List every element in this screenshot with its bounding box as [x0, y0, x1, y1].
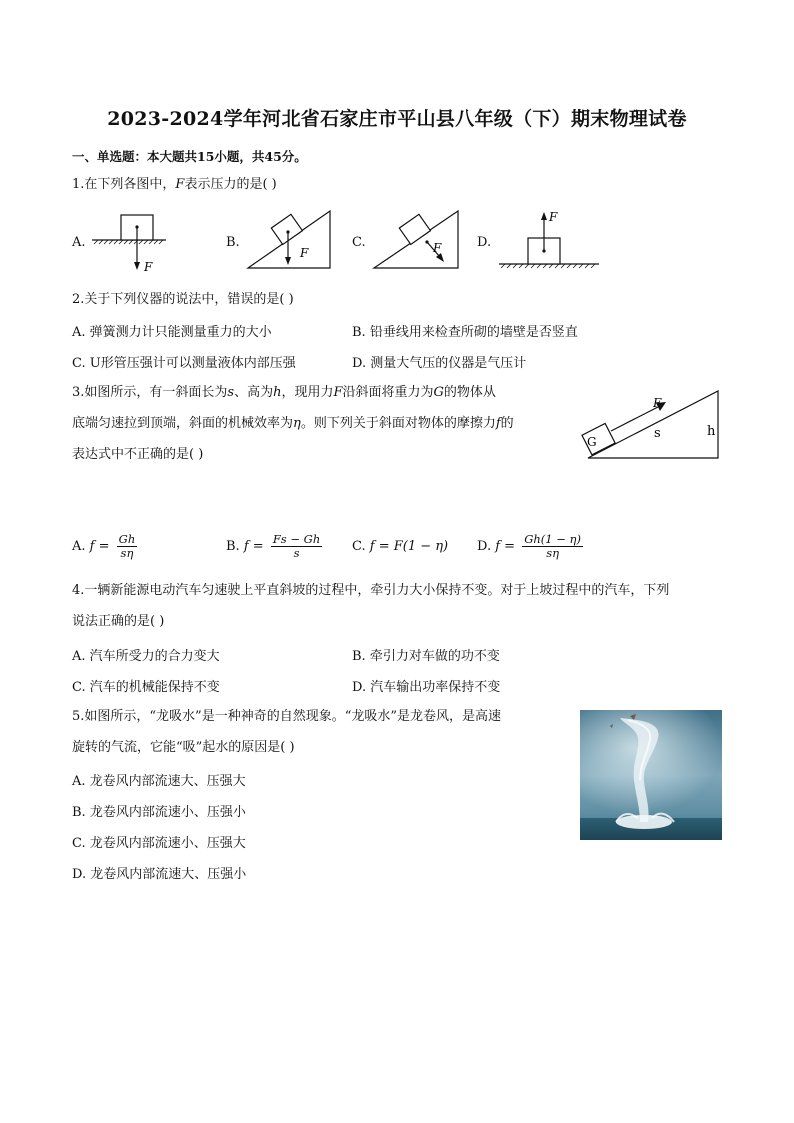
q2-option-b: B. 铅垂线用来检查所砌的墙壁是否竖直: [352, 325, 578, 340]
question-4-line-1: 4.一辆新能源电动汽车匀速驶上平直斜坡的过程中，牵引力大小保持不变。对于上坡过程中的汽车，下列: [72, 583, 670, 598]
waterspout-photo: [580, 710, 722, 840]
exam-title: 2023-2024学年河北省石家庄市平山县八年级（下）期末物理试卷: [107, 108, 687, 130]
q2-option-d: D. 测量大气压的仪器是气压计: [352, 356, 527, 371]
q3-option-c: C. f = F(1 − η): [352, 539, 449, 554]
q3-option-a: A. f = $\frac{Gh}{s\eta}$: [72, 532, 136, 560]
q1-force-label-b: F: [300, 246, 309, 260]
q3-incline-figure: [570, 385, 726, 465]
q1-option-c-label: C.: [352, 235, 366, 250]
q3-figure-length-label: s: [654, 426, 661, 441]
q1-force-label-d: F: [549, 210, 558, 224]
question-4-line-2: 说法正确的是( ): [72, 614, 165, 629]
question-3-line-2: 底端匀速拉到顶端，斜面的机械效率为η。则下列关于斜面对物体的摩擦力f的: [72, 416, 514, 431]
question-3-line-3: 表达式中不正确的是( ): [72, 447, 204, 462]
q1-option-a-label: A.: [72, 235, 86, 250]
q2-option-a: A. 弹簧测力计只能测量重力的大小: [72, 325, 272, 340]
q5-option-d: D. 龙卷风内部流速大、压强小: [72, 867, 247, 882]
question-5-line-1: 5.如图所示，“龙吸水”是一种神奇的自然现象。“龙吸水”是龙卷风，是高速: [72, 709, 501, 724]
q4-option-b: B. 牵引力对车做的功不变: [352, 649, 500, 664]
q2-option-c: C. U形管压强计可以测量液体内部压强: [72, 356, 296, 371]
q5-option-a: A. 龙卷风内部流速大、压强大: [72, 774, 246, 789]
question-1-stem: 1.在下列各图中，F表示压力的是( ): [72, 177, 277, 192]
q1-option-d-label: D.: [477, 235, 492, 250]
q3-option-d: D. f = $\frac{Gh(1 - \eta)}{s\eta}$: [477, 532, 581, 560]
q1-force-label-a: F: [144, 260, 153, 274]
question-3-line-1: 3.如图所示，有一斜面长为s、高为h，现用力F沿斜面将重力为G的物体从: [72, 385, 496, 400]
q5-option-b: B. 龙卷风内部流速小、压强小: [72, 805, 246, 820]
q3-figure-weight-label: G: [587, 435, 597, 449]
q3-option-b: B. f = $\frac{Fs - Gh}{s}$: [226, 532, 321, 560]
q1-option-b-label: B.: [226, 235, 240, 250]
q1-figure-d: [495, 205, 605, 275]
question-5-line-2: 旋转的气流，它能“吸”起水的原因是( ): [72, 740, 295, 755]
q5-option-c: C. 龙卷风内部流速小、压强大: [72, 836, 246, 851]
q3-figure-height-label: h: [707, 424, 716, 439]
q4-option-d: D. 汽车输出功率保持不变: [352, 680, 501, 695]
q4-option-a: A. 汽车所受力的合力变大: [72, 649, 220, 664]
q1-force-label-c: F: [433, 241, 442, 255]
question-2-stem: 2.关于下列仪器的说法中，错误的是( ): [72, 292, 294, 307]
q1-figure-c: [370, 205, 462, 275]
q1-figure-b: [244, 205, 334, 275]
q3-figure-force-label: F: [653, 396, 662, 410]
q4-option-c: C. 汽车的机械能保持不变: [72, 680, 220, 695]
section-heading: 一、单选题：本大题共15小题，共45分。: [72, 149, 307, 164]
q1-figure-a: [88, 205, 168, 275]
